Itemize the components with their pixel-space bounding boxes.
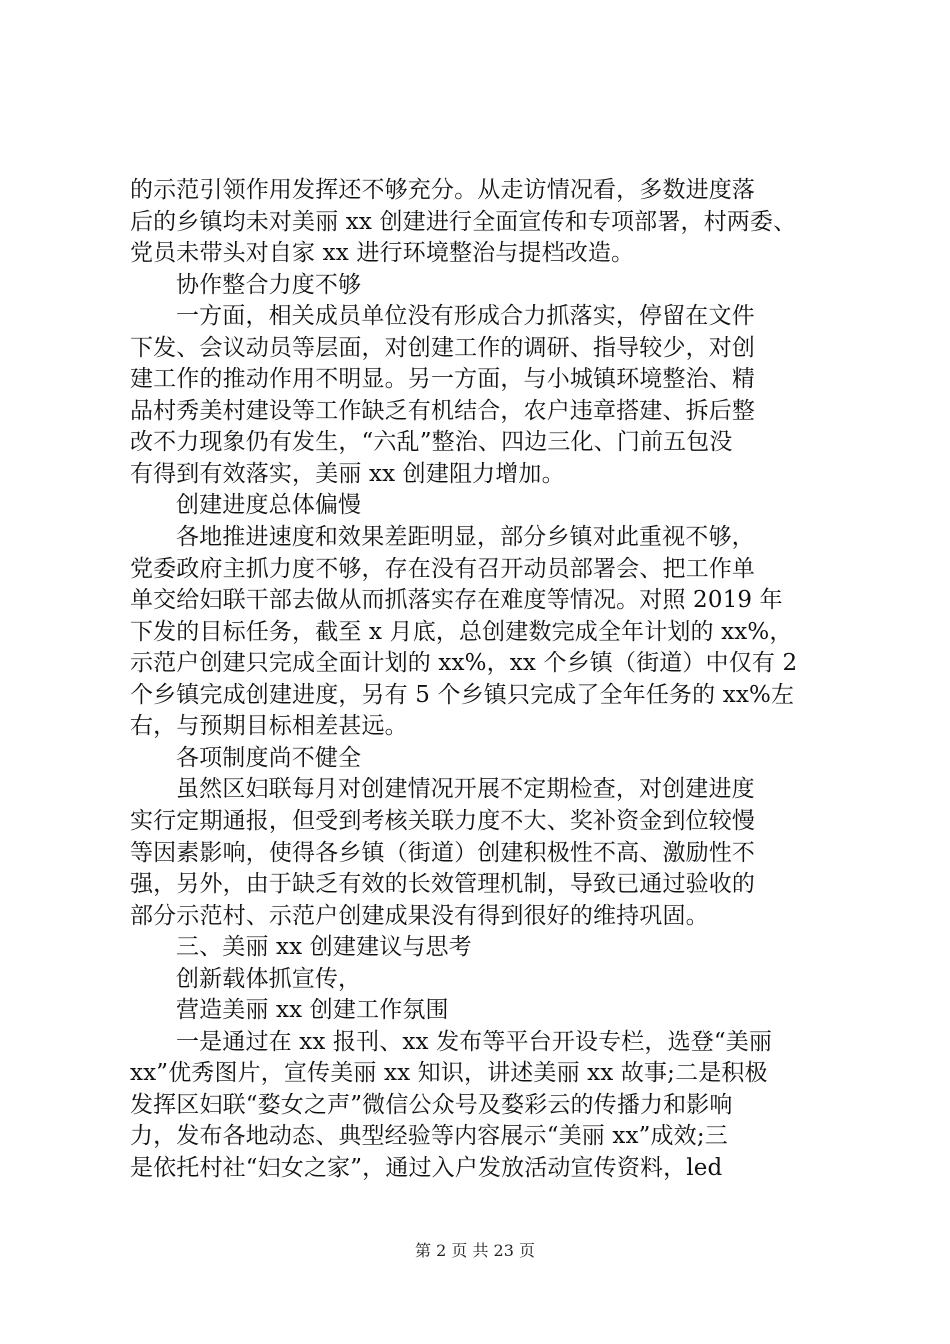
- body-line: 力，发布各地动态、典型经验等内容展示“美丽 xx”成效;三: [130, 1123, 728, 1149]
- body-line: 下发、会议动员等层面，对创建工作的调研、指导较少，对创: [130, 335, 756, 361]
- body-line: 后的乡镇均未对美丽 xx 创建进行全面宣传和专项部署，村两委、: [130, 209, 797, 235]
- body-line: 改不力现象仍有发生，“六乱”整治、四边三化、门前五包没: [130, 429, 733, 455]
- body-line: 示范户创建只完成全面计划的 xx%，xx 个乡镇（街道）中仅有 2: [130, 650, 798, 676]
- body-line: 单交给妇联干部去做从而抓落实存在难度等情况。对照 2019 年: [130, 587, 783, 613]
- body-line: 下发的目标任务，截至 x 月底，总创建数完成全年计划的 xx%，: [130, 619, 793, 645]
- body-line: 强，另外，由于缺乏有效的长效管理机制，导致已通过验收的: [130, 871, 756, 897]
- chapter-heading: 三、美丽 xx 创建建议与思考: [176, 934, 472, 960]
- body-line: 的示范引领作用发挥还不够充分。从走访情况看，多数进度落: [130, 177, 756, 203]
- body-line: 发挥区妇联“婺女之声”微信公众号及婺彩云的传播力和影响: [130, 1092, 733, 1118]
- section-heading: 创建进度总体偏慢: [176, 492, 362, 518]
- body-line: 品村秀美村建设等工作缺乏有机结合，农户违章搭建、拆后整: [130, 398, 756, 424]
- body-line: 等因素影响，使得各乡镇（街道）创建积极性不高、激励性不: [130, 840, 756, 866]
- body-line: 虽然区妇联每月对创建情况开展不定期检查，对创建进度: [176, 776, 755, 802]
- body-line: 有得到有效落实，美丽 xx 创建阻力增加。: [130, 461, 565, 487]
- section-heading: 创新载体抓宣传，: [176, 966, 362, 992]
- section-heading: 营造美丽 xx 创建工作氛围: [176, 997, 449, 1023]
- section-heading: 协作整合力度不够: [176, 272, 362, 298]
- body-line: 建工作的推动作用不明显。另一方面，与小城镇环境整治、精: [130, 366, 756, 392]
- section-heading: 各项制度尚不健全: [176, 745, 362, 771]
- body-line: 一方面，相关成员单位没有形成合力抓落实，停留在文件: [176, 303, 755, 329]
- body-line: 部分示范村、示范户创建成果没有得到很好的维持巩固。: [130, 903, 709, 929]
- body-line: 是依托村社“妇女之家”，通过入户发放活动宣传资料，led: [130, 1155, 723, 1181]
- body-line: 实行定期通报，但受到考核关联力度不大、奖补资金到位较慢: [130, 808, 756, 834]
- body-line: 各地推进速度和效果差距明显，部分乡镇对此重视不够，: [176, 524, 755, 550]
- page-number-footer: 第 2 页 共 23 页: [415, 1241, 535, 1260]
- body-line: 个乡镇完成创建进度，另有 5 个乡镇只完成了全年任务的 xx%左: [130, 682, 795, 708]
- body-line: 党员未带头对自家 xx 进行环境整治与提档改造。: [130, 240, 635, 266]
- body-line: 一是通过在 xx 报刊、xx 发布等平台开设专栏，选登“美丽: [176, 1029, 773, 1055]
- body-line: 党委政府主抓力度不够，存在没有召开动员部署会、把工作单: [130, 556, 756, 582]
- body-line: 右，与预期目标相差甚远。: [130, 713, 408, 739]
- body-line: xx”优秀图片，宣传美丽 xx 知识，讲述美丽 xx 故事;二是积极: [130, 1060, 768, 1086]
